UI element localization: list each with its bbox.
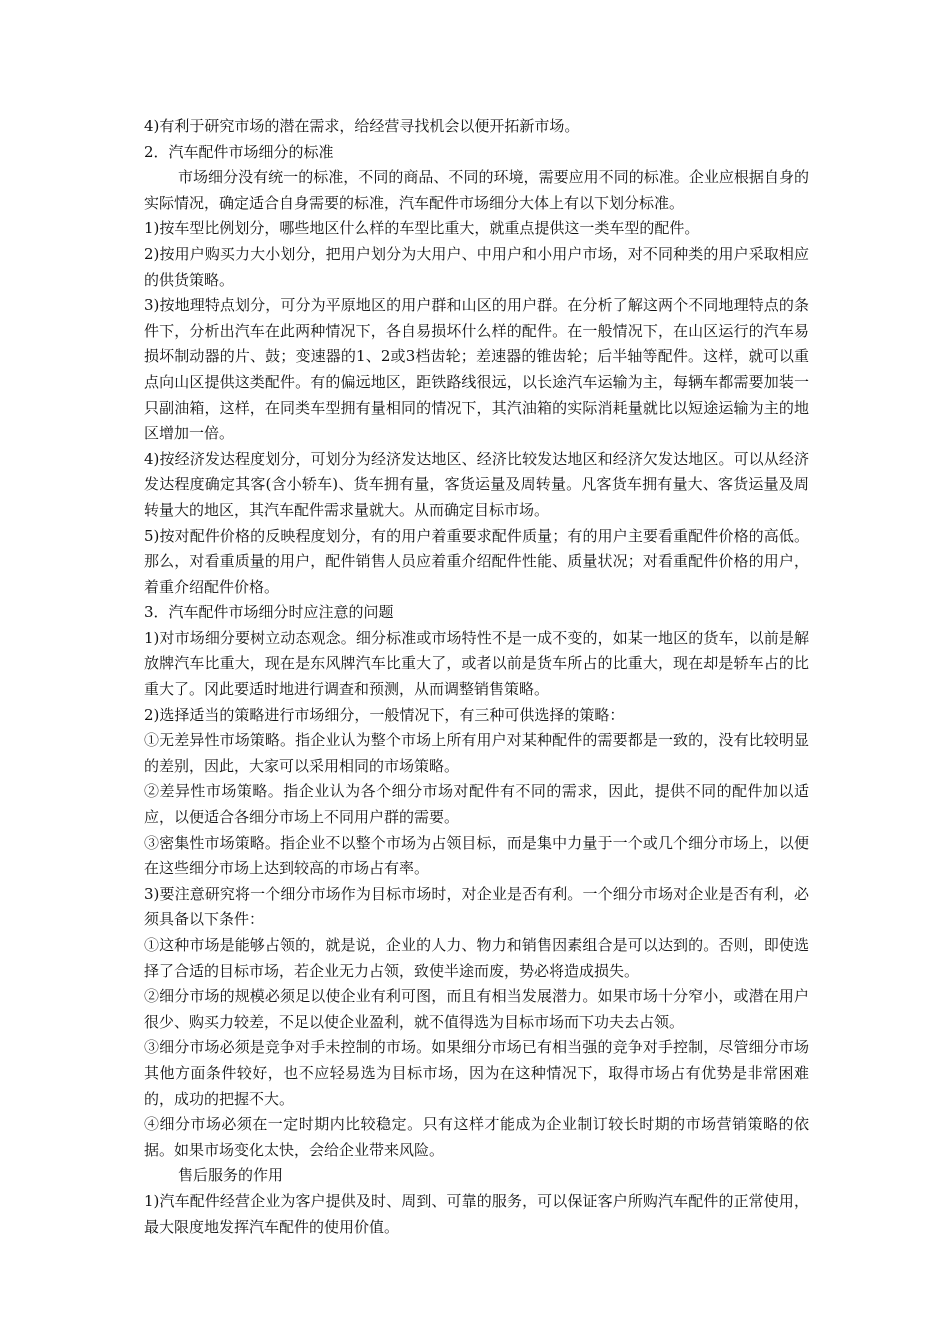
paragraph-condition-3: ③细分市场必须是竞争对手未控制的市场。如果细分市场已有相当强的竞争对手控制，尽管细分市场其他方面条件较好，也不应轻易选为目标市场，因为在这种情况下，取得市场占有优势是非常困难的，成功的把握不大。	[144, 1038, 809, 1108]
paragraph-strategy-2: ②差异性市场策略。指企业认为各个细分市场对配件有不同的需求，因此，提供不同的配件加以适应，以便适合各细分市场上不同用户群的需要。	[144, 782, 809, 827]
paragraph-service-1: 1)汽车配件经营企业为客户提供及时、周到、可靠的服务，可以保证客户所购汽车配件的正常使用，最大限度地发挥汽车配件的使用价值。	[144, 1191, 809, 1236]
section-heading-2: 2．汽车配件市场细分的标准	[144, 142, 334, 161]
section-heading-service: 售后服务的作用	[178, 1166, 284, 1185]
paragraph-condition-2: ②细分市场的规模必须足以使企业有利可图，而且有相当发展潜力。如果市场十分窄小，或潜在用户很少、购买力较差，不足以使企业盈利，就不值得选为目标市场而下功夫去占领。	[144, 987, 809, 1031]
paragraph-condition-4: ④细分市场必须在一定时期内比较稳定。只有这样才能成为企业制订较长时期的市场营销策略的依据。如果市场变化太快，会给企业带来风险。	[144, 1115, 809, 1159]
paragraph-strategy-3: ③密集性市场策略。指企业不以整个市场为占领目标，而是集中力量于一个或几个细分市场上，以便在这些细分市场上达到较高的市场占有率。	[144, 833, 809, 878]
paragraph-condition-1: ①这种市场是能够占领的，就是说，企业的人力、物力和销售因素组合是可以达到的。否则，即使选择了合适的目标市场，若企业无力占领，致使半途而废，势必将造成损失。	[144, 936, 809, 980]
paragraph-criterion-1: 1)按车型比例划分，哪些地区什么样的车型比重大，就重点提供这一类车型的配件。	[144, 219, 700, 238]
paragraph-intro: 市场细分没有统一的标准，不同的商品、不同的环境，需要应用不同的标准。企业应根据自身的实际情况，确定适合自身需要的标准，汽车配件市场细分大体上有以下划分标准。	[144, 168, 809, 212]
paragraph-issue-3: 3)要注意研究将一个细分市场作为目标市场时，对企业是否有利。一个细分市场对企业是否有利，必须具备以下条件：	[144, 884, 809, 929]
paragraph-criterion-2: 2)按用户购买力大小划分，把用户划分为大用户、中用户和小用户市场，对不同种类的用户采取相应的供货策略。	[144, 244, 809, 289]
section-heading-3: 3．汽车配件市场细分时应注意的问题	[144, 603, 394, 622]
paragraph-issue-2: 2)选择适当的策略进行市场细分，一般情况下，有三种可供选择的策略：	[144, 705, 625, 724]
paragraph-criterion-3: 3)按地理特点划分，可分为平原地区的用户群和山区的用户群。在分析了解这两个不同地理特点的条件下，分析出汽车在此两种情况下，各自易损坏什么样的配件。在一般情况下，在山区运行的汽车易损坏制动器的片、鼓；变速器的1、2或3档齿轮；差速器的锥齿轮；后半轴等配件。这样，就可以重点向山区提供这类配件。有的偏远地区，距铁路线很远，以长途汽车运输为主，每辆车都需要加装一只副油箱，这样，在同类车型拥有量相同的情况下，其汽油箱的实际消耗量就比以短途运输为主的地区增加一倍。	[144, 296, 809, 443]
document-page	[144, 114, 809, 1240]
paragraph-criterion-5: 5)按对配件价格的反映程度划分，有的用户着重要求配件质量；有的用户主要看重配件价格的高低。那么，对看重质量的用户，配件销售人员应着重介绍配件性能、质量状况；对看重配件价格的用户，着重介绍配件价格。	[144, 526, 809, 596]
paragraph-strategy-1: ①无差异性市场策略。指企业认为整个市场上所有用户对某种配件的需要都是一致的，没有比较明显的差别，因此，大家可以采用相同的市场策略。	[144, 731, 809, 775]
paragraph-criterion-4: 4)按经济发达程度划分，可划分为经济发达地区、经济比较发达地区和经济欠发达地区。可以从经济发达程度确定其客(含小轿车)、货车拥有量，客货运量及周转量。凡客货车拥有量大、客货运量及周转量大的地区，其汽车配件需求量就大。从而确定目标市场。	[144, 449, 809, 519]
paragraph-point-4: 4)有利于研究市场的潜在需求，给经营寻找机会以便开拓新市场。	[144, 117, 580, 135]
paragraph-issue-1: 1)对市场细分要树立动态观念。细分标准或市场特性不是一成不变的，如某一地区的货车，以前是解放牌汽车比重大，现在是东风牌汽车比重大了，或者以前是货车所占的比重大，现在却是轿车占的比重大了。冈此要适时地进行调查和预测，从而调整销售策略。	[144, 628, 809, 699]
